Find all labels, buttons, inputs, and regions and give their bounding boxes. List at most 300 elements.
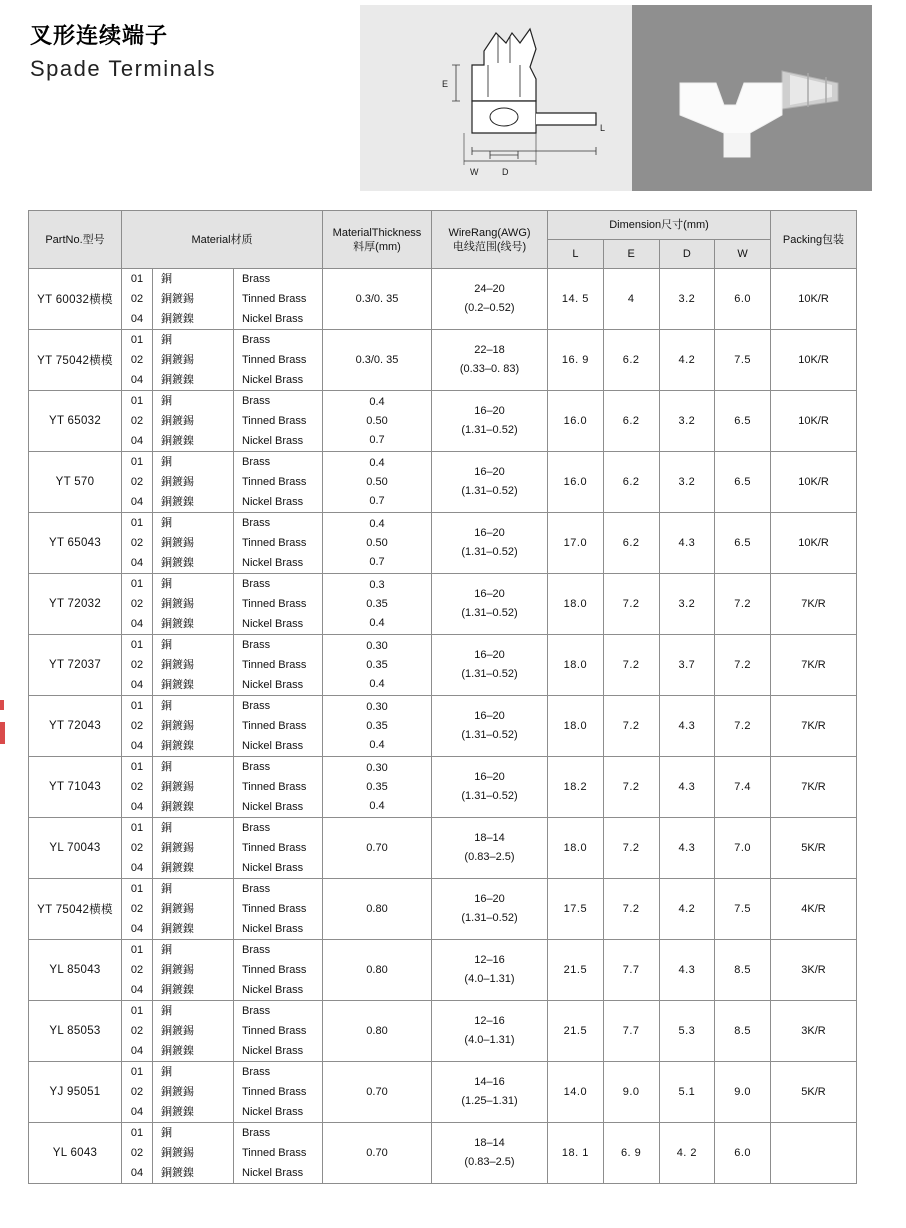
material-code: 02	[122, 411, 153, 431]
cell-material	[122, 391, 323, 452]
material-name-cn: 銅鍍錫	[153, 960, 234, 980]
thickness-value: 0.80	[366, 963, 388, 976]
cell-dim-d: 3.2	[659, 574, 715, 635]
thickness-value: 0.50	[366, 414, 388, 427]
material-code: 01	[122, 1123, 153, 1143]
material-name-cn: 銅鍍鎳	[153, 858, 234, 878]
cell-wire-range	[432, 391, 548, 452]
cell-part-no: YL 85053	[29, 1001, 122, 1062]
material-code: 01	[122, 818, 153, 838]
cell-material	[122, 330, 323, 391]
cell-wire-range	[432, 330, 548, 391]
table-row[interactable]	[29, 879, 857, 940]
material-code: 04	[122, 980, 153, 1000]
thickness-value: 0.4	[369, 395, 385, 408]
material-code: 02	[122, 1143, 153, 1163]
material-name-en: Brass	[242, 578, 271, 590]
material-name-cn: 銅	[153, 330, 234, 350]
header-dim-e: E	[603, 240, 659, 269]
cell-material	[122, 269, 323, 330]
wire-range-mm2: (1.31–0.52)	[461, 668, 518, 680]
thickness-value: 0.30	[366, 761, 388, 774]
cell-wire-range	[432, 696, 548, 757]
cell-packing: 5K/R	[771, 1062, 857, 1123]
cell-dim-e: 6.2	[603, 330, 659, 391]
material-name-en: Brass	[242, 822, 271, 834]
material-name-cn: 銅鍍錫	[153, 838, 234, 858]
cell-material	[122, 452, 323, 513]
material-name-cn: 銅鍍鎳	[153, 1041, 234, 1061]
spec-table-body	[29, 269, 857, 1184]
material-code: 01	[122, 269, 153, 289]
cell-dim-l: 18.0	[548, 635, 604, 696]
table-row[interactable]	[29, 1062, 857, 1123]
cell-wire-range	[432, 1062, 548, 1123]
material-name-en: Tinned Brass	[242, 537, 307, 549]
page-edge-marks	[0, 700, 6, 748]
thickness-value: 0.80	[366, 1024, 388, 1037]
material-code: 01	[122, 1062, 153, 1082]
wire-range-mm2: (4.0–1.31)	[464, 973, 515, 985]
material-name-cn: 銅鍍錫	[153, 533, 234, 553]
cell-dim-w: 6.5	[715, 452, 771, 513]
cell-wire-range	[432, 879, 548, 940]
cell-dim-d: 3.2	[659, 452, 715, 513]
material-name-cn: 銅	[153, 1062, 234, 1082]
material-code: 04	[122, 370, 153, 390]
cell-thickness	[323, 940, 432, 1001]
cell-material	[122, 696, 323, 757]
cell-dim-d: 4.3	[659, 513, 715, 574]
material-name-en: Tinned Brass	[242, 842, 307, 854]
cell-dim-l: 18.0	[548, 818, 604, 879]
material-name-en: Nickel Brass	[242, 740, 304, 752]
material-name-cn: 銅	[153, 635, 234, 655]
material-name-cn: 銅鍍鎳	[153, 553, 234, 573]
thickness-value: 0.7	[369, 494, 385, 507]
thickness-value: 0.35	[366, 597, 388, 610]
material-code: 04	[122, 492, 153, 512]
cell-dim-w: 9.0	[715, 1062, 771, 1123]
page-title	[30, 20, 216, 86]
material-name-cn: 銅鍍鎳	[153, 431, 234, 451]
material-name-cn: 銅	[153, 513, 234, 533]
material-name-cn: 銅鍍鎳	[153, 309, 234, 329]
header-dim-w: W	[715, 240, 771, 269]
wire-range-mm2: (0.33–0. 83)	[459, 363, 520, 375]
cell-wire-range	[432, 757, 548, 818]
cell-material	[122, 635, 323, 696]
material-code: 02	[122, 838, 153, 858]
material-name-cn: 銅	[153, 269, 234, 289]
material-code: 04	[122, 614, 153, 634]
table-row[interactable]	[29, 757, 857, 818]
wire-range-mm2: (1.31–0.52)	[461, 790, 518, 802]
cell-dim-l: 16.0	[548, 452, 604, 513]
cell-wire-range	[432, 452, 548, 513]
material-name-cn: 銅鍍錫	[153, 777, 234, 797]
material-code: 02	[122, 594, 153, 614]
cell-dim-w: 7.2	[715, 635, 771, 696]
cell-thickness	[323, 1001, 432, 1062]
header-material: Material材质	[122, 211, 323, 269]
material-name-cn: 銅	[153, 940, 234, 960]
wire-range-awg: 16–20	[474, 405, 505, 417]
cell-material	[122, 879, 323, 940]
cell-wire-range	[432, 635, 548, 696]
table-row[interactable]	[29, 818, 857, 879]
thickness-value: 0.7	[369, 555, 385, 568]
cell-dim-e: 6.2	[603, 513, 659, 574]
cell-part-no: YT 75042横模	[29, 330, 122, 391]
spade-terminal-drawing-icon	[360, 5, 632, 191]
wire-range-awg: 16–20	[474, 466, 505, 478]
material-code: 04	[122, 675, 153, 695]
cell-dim-l: 21.5	[548, 1001, 604, 1062]
cell-dim-d: 4.3	[659, 696, 715, 757]
material-name-en: Nickel Brass	[242, 557, 304, 569]
material-name-en: Nickel Brass	[242, 923, 304, 935]
header-wire-line1: WireRang(AWG)	[448, 226, 531, 239]
thickness-value: 0.50	[366, 536, 388, 549]
material-name-en: Brass	[242, 944, 271, 956]
cell-material	[122, 818, 323, 879]
material-name-en: Nickel Brass	[242, 374, 304, 386]
thickness-value: 0.80	[366, 902, 388, 915]
cell-dim-e: 9.0	[603, 1062, 659, 1123]
cell-dim-d: 4.2	[659, 879, 715, 940]
material-code: 01	[122, 757, 153, 777]
wire-range-awg: 16–20	[474, 771, 505, 783]
material-name-cn: 銅	[153, 879, 234, 899]
cell-dim-e: 7.2	[603, 574, 659, 635]
cell-dim-d: 4. 2	[659, 1123, 715, 1184]
wire-range-awg: 12–16	[474, 1015, 505, 1027]
material-name-en: Tinned Brass	[242, 903, 307, 915]
table-row[interactable]	[29, 391, 857, 452]
header-thickness-line2: 料厚(mm)	[353, 240, 401, 253]
cell-dim-e: 6. 9	[603, 1123, 659, 1184]
table-row[interactable]	[29, 940, 857, 1001]
material-code: 01	[122, 330, 153, 350]
cell-wire-range	[432, 513, 548, 574]
cell-part-no: YT 65043	[29, 513, 122, 574]
material-code: 04	[122, 736, 153, 756]
material-name-en: Nickel Brass	[242, 862, 304, 874]
wire-range-awg: 16–20	[474, 588, 505, 600]
cell-packing: 7K/R	[771, 635, 857, 696]
material-name-en: Nickel Brass	[242, 801, 304, 813]
svg-text:D: D	[502, 167, 509, 177]
material-name-en: Brass	[242, 517, 271, 529]
material-name-en: Brass	[242, 761, 271, 773]
cell-wire-range	[432, 1123, 548, 1184]
header-dim-l: L	[548, 240, 604, 269]
product-photo-image	[632, 5, 872, 191]
wire-range-awg: 18–14	[474, 1137, 505, 1149]
cell-dim-l: 16.0	[548, 391, 604, 452]
svg-text:W: W	[470, 167, 479, 177]
cell-dim-d: 4.2	[659, 330, 715, 391]
cell-dim-l: 17.0	[548, 513, 604, 574]
cell-dim-w: 6.0	[715, 1123, 771, 1184]
material-code: 01	[122, 879, 153, 899]
product-images	[360, 5, 872, 191]
cell-material	[122, 1001, 323, 1062]
cell-packing	[771, 1123, 857, 1184]
material-name-en: Tinned Brass	[242, 476, 307, 488]
material-name-en: Nickel Brass	[242, 435, 304, 447]
cell-dim-e: 4	[603, 269, 659, 330]
material-code: 04	[122, 309, 153, 329]
cell-dim-w: 6.5	[715, 513, 771, 574]
cell-material	[122, 1123, 323, 1184]
material-name-cn: 銅鍍錫	[153, 716, 234, 736]
thickness-value: 0.70	[366, 1085, 388, 1098]
table-row[interactable]	[29, 696, 857, 757]
cell-wire-range	[432, 818, 548, 879]
cell-dim-w: 7.4	[715, 757, 771, 818]
wire-range-mm2: (1.31–0.52)	[461, 485, 518, 497]
cell-dim-l: 16. 9	[548, 330, 604, 391]
cell-material	[122, 513, 323, 574]
thickness-value: 0.30	[366, 639, 388, 652]
cell-dim-w: 6.5	[715, 391, 771, 452]
material-name-cn: 銅鍍鎳	[153, 736, 234, 756]
material-name-en: Brass	[242, 883, 271, 895]
wire-range-mm2: (0.83–2.5)	[464, 851, 515, 863]
header-thickness	[323, 211, 432, 269]
material-name-en: Tinned Brass	[242, 1147, 307, 1159]
cell-packing: 5K/R	[771, 818, 857, 879]
cell-part-no: YL 85043	[29, 940, 122, 1001]
material-name-cn: 銅	[153, 574, 234, 594]
cell-thickness	[323, 1062, 432, 1123]
material-name-en: Tinned Brass	[242, 598, 307, 610]
material-name-cn: 銅	[153, 452, 234, 472]
thickness-value: 0.3/0. 35	[355, 292, 399, 305]
thickness-value: 0.3/0. 35	[355, 353, 399, 366]
spec-table	[28, 210, 857, 1184]
cell-thickness	[323, 269, 432, 330]
material-name-en: Tinned Brass	[242, 1086, 307, 1098]
wire-range-mm2: (1.31–0.52)	[461, 729, 518, 741]
material-name-en: Tinned Brass	[242, 415, 307, 427]
cell-material	[122, 574, 323, 635]
material-name-cn: 銅鍍鎳	[153, 1102, 234, 1122]
material-name-cn: 銅鍍鎳	[153, 919, 234, 939]
wire-range-awg: 12–16	[474, 954, 505, 966]
material-name-cn: 銅	[153, 391, 234, 411]
cell-dim-d: 4.3	[659, 757, 715, 818]
wire-range-awg: 18–14	[474, 832, 505, 844]
header-packing: Packing包装	[771, 211, 857, 269]
material-code: 02	[122, 1021, 153, 1041]
material-name-cn: 銅鍍鎳	[153, 492, 234, 512]
cell-packing: 7K/R	[771, 757, 857, 818]
cell-part-no: YL 6043	[29, 1123, 122, 1184]
table-row[interactable]	[29, 635, 857, 696]
cell-dim-l: 17.5	[548, 879, 604, 940]
table-row[interactable]	[29, 330, 857, 391]
cell-dim-w: 7.2	[715, 696, 771, 757]
cell-thickness	[323, 635, 432, 696]
material-code: 04	[122, 858, 153, 878]
material-name-en: Tinned Brass	[242, 964, 307, 976]
cell-dim-l: 18.0	[548, 574, 604, 635]
cell-packing: 10K/R	[771, 391, 857, 452]
cell-dim-w: 7.0	[715, 818, 771, 879]
material-name-en: Brass	[242, 700, 271, 712]
cell-part-no: YT 72032	[29, 574, 122, 635]
header-dim-d: D	[659, 240, 715, 269]
table-row[interactable]	[29, 1001, 857, 1062]
material-name-en: Nickel Brass	[242, 679, 304, 691]
table-row[interactable]	[29, 513, 857, 574]
wire-range-awg: 16–20	[474, 710, 505, 722]
material-name-en: Tinned Brass	[242, 354, 307, 366]
material-name-en: Nickel Brass	[242, 496, 304, 508]
material-code: 01	[122, 696, 153, 716]
table-row[interactable]	[29, 452, 857, 513]
cell-thickness	[323, 1123, 432, 1184]
cell-wire-range	[432, 269, 548, 330]
material-code: 04	[122, 1041, 153, 1061]
material-name-en: Nickel Brass	[242, 1106, 304, 1118]
cell-dim-w: 7.5	[715, 879, 771, 940]
material-name-cn: 銅鍍錫	[153, 899, 234, 919]
cell-thickness	[323, 574, 432, 635]
thickness-value: 0.4	[369, 616, 385, 629]
wire-range-awg: 14–16	[474, 1076, 505, 1088]
material-name-cn: 銅	[153, 818, 234, 838]
spec-table-head	[29, 211, 857, 269]
cell-dim-e: 6.2	[603, 391, 659, 452]
wire-range-mm2: (1.25–1.31)	[461, 1095, 518, 1107]
material-name-en: Nickel Brass	[242, 313, 304, 325]
material-name-en: Nickel Brass	[242, 618, 304, 630]
material-code: 01	[122, 635, 153, 655]
material-name-cn: 銅鍍錫	[153, 1143, 234, 1163]
cell-wire-range	[432, 574, 548, 635]
wire-range-mm2: (0.2–0.52)	[464, 302, 515, 314]
thickness-value: 0.50	[366, 475, 388, 488]
header-wire-range	[432, 211, 548, 269]
cell-packing: 10K/R	[771, 330, 857, 391]
material-name-cn: 銅鍍鎳	[153, 675, 234, 695]
material-code: 04	[122, 553, 153, 573]
cell-thickness	[323, 818, 432, 879]
material-code: 02	[122, 533, 153, 553]
material-name-cn: 銅鍍錫	[153, 289, 234, 309]
material-code: 02	[122, 1082, 153, 1102]
material-code: 02	[122, 899, 153, 919]
material-code: 04	[122, 919, 153, 939]
material-code: 02	[122, 289, 153, 309]
material-name-cn: 銅鍍鎳	[153, 980, 234, 1000]
cell-thickness	[323, 513, 432, 574]
cell-dim-l: 14. 5	[548, 269, 604, 330]
wire-range-awg: 16–20	[474, 893, 505, 905]
cell-wire-range	[432, 1001, 548, 1062]
material-name-en: Tinned Brass	[242, 1025, 307, 1037]
cell-dim-l: 21.5	[548, 940, 604, 1001]
material-code: 02	[122, 472, 153, 492]
material-code: 01	[122, 574, 153, 594]
cell-dim-e: 6.2	[603, 452, 659, 513]
material-code: 04	[122, 1102, 153, 1122]
table-row[interactable]	[29, 1123, 857, 1184]
spade-terminal-photo-icon	[632, 5, 872, 191]
thickness-value: 0.70	[366, 1146, 388, 1159]
table-row[interactable]	[29, 269, 857, 330]
material-code: 01	[122, 452, 153, 472]
cell-dim-d: 5.3	[659, 1001, 715, 1062]
cell-dim-d: 4.3	[659, 940, 715, 1001]
cell-thickness	[323, 391, 432, 452]
wire-range-mm2: (0.83–2.5)	[464, 1156, 515, 1168]
thickness-value: 0.4	[369, 456, 385, 469]
thickness-value: 0.70	[366, 841, 388, 854]
cell-dim-w: 7.2	[715, 574, 771, 635]
cell-material	[122, 1062, 323, 1123]
wire-range-mm2: (1.31–0.52)	[461, 607, 518, 619]
wire-range-mm2: (1.31–0.52)	[461, 424, 518, 436]
cell-part-no: YT 72037	[29, 635, 122, 696]
material-name-cn: 銅鍍錫	[153, 655, 234, 675]
cell-dim-e: 7.2	[603, 635, 659, 696]
cell-dim-l: 18.0	[548, 696, 604, 757]
material-code: 02	[122, 655, 153, 675]
material-code: 01	[122, 513, 153, 533]
title-english: Spade Terminals	[30, 56, 216, 81]
table-row[interactable]	[29, 574, 857, 635]
material-name-cn: 銅鍍鎳	[153, 370, 234, 390]
cell-dim-w: 8.5	[715, 940, 771, 1001]
header-part-no: PartNo.型号	[29, 211, 122, 269]
material-name-en: Brass	[242, 639, 271, 651]
thickness-value: 0.35	[366, 719, 388, 732]
cell-part-no: YL 70043	[29, 818, 122, 879]
material-code: 02	[122, 777, 153, 797]
cell-packing: 3K/R	[771, 1001, 857, 1062]
header-wire-line2: 电线范围(线号)	[452, 240, 527, 253]
cell-part-no: YT 65032	[29, 391, 122, 452]
cell-dim-e: 7.2	[603, 818, 659, 879]
cell-thickness	[323, 330, 432, 391]
material-name-en: Brass	[242, 456, 271, 468]
thickness-value: 0.7	[369, 433, 385, 446]
cell-dim-l: 18.2	[548, 757, 604, 818]
cell-dim-d: 5.1	[659, 1062, 715, 1123]
cell-part-no: YT 60032横模	[29, 269, 122, 330]
material-code: 01	[122, 1001, 153, 1021]
material-code: 01	[122, 391, 153, 411]
cell-dim-l: 14.0	[548, 1062, 604, 1123]
material-code: 04	[122, 431, 153, 451]
cell-dim-w: 8.5	[715, 1001, 771, 1062]
thickness-value: 0.4	[369, 738, 385, 751]
material-name-cn: 銅鍍鎳	[153, 1163, 234, 1183]
cell-dim-e: 7.7	[603, 940, 659, 1001]
cell-dim-d: 3.7	[659, 635, 715, 696]
cell-packing: 10K/R	[771, 513, 857, 574]
material-name-cn: 銅鍍鎳	[153, 614, 234, 634]
material-code: 01	[122, 940, 153, 960]
cell-thickness	[323, 879, 432, 940]
material-name-cn: 銅鍍鎳	[153, 797, 234, 817]
spec-table-container	[28, 210, 857, 1184]
